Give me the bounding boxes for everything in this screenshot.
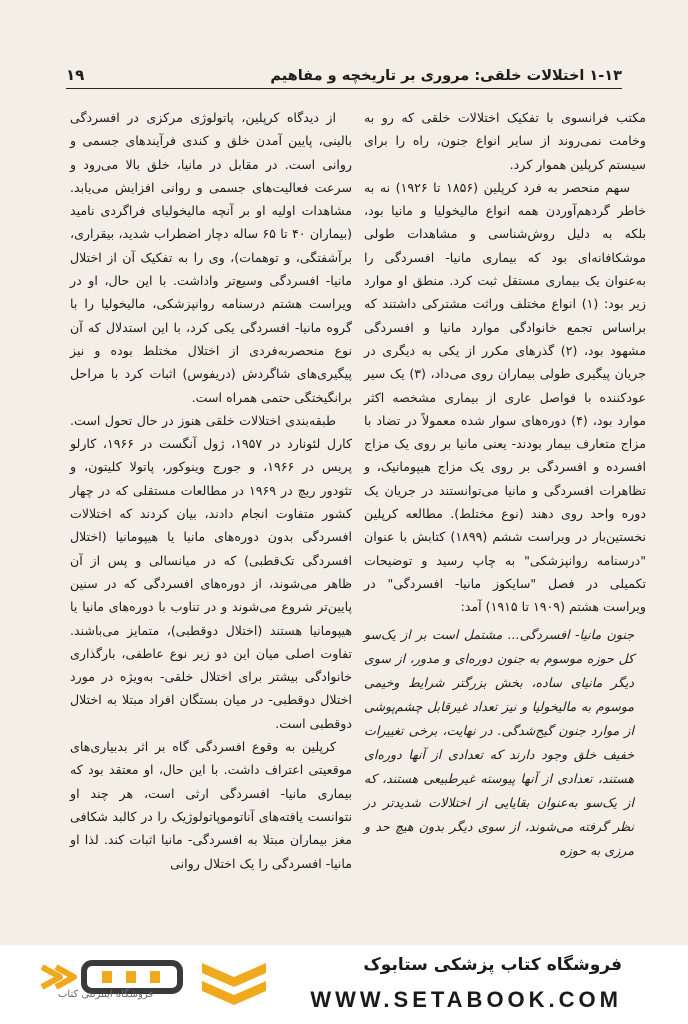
paragraph: طبقه‌بندی اختلالات خلقی هنوز در حال تحول است. کارل لئونارد در ۱۹۵۷، ژول آنگست در ۱۹۶۶، کارلو پریس در ۱۹۶۶، و جورج وینوکور، پاتولا کلیتون، و تئودور ریچ در ۱۹۶۹ در مطالعات مستقلی که در چهار کشور متفاوت انجام دادند، بیان کردند که اختلالات افسردگی بدون دوره‌های مانیا یا هیپومانیا (اختلال افسردگی تک‌قطبی) که در میانسالی و پس از آن ظاهر می‌شوند، از دوره‌های افسردگی که در سنین پایین‌تر شروع می‌شوند و در تناوب با دوره‌های مانیا یا هیپومانیا هستند (اختلال دوقطبی)، متمایز می‌باشند. تفاوت اصلی میان این دو زیر نوع عاطفی، بارگذاری خانوادگی بیشتر برای اختلال خلقی- به‌ویژه در مورد اختلال دوقطبی- در میان بستگان افراد مبتلا به اختلال دوقطبی است. (70, 412, 352, 731)
logo-tagline: فروشگاه اینترنتی کتاب (58, 989, 154, 1000)
paragraph: کرپلین به وقوع افسردگی گاه بر اثر بدبیاری‌های موقعیتی اعتراف داشت. با این حال، او معتقد بود که بیماری مانیا- افسردگی ارثی است، هر چند او نتوانست یافته‌های آناتومو‌پاتولوژیک را در کالبد شکافی مغز بیماران مبتلا به افسردگی- مانیا اثبات کند. لذا او مانیا- افسردگی را یک اختلال روانی (70, 739, 352, 871)
running-header (66, 62, 622, 89)
block-quote: جنون مانیا- افسردگی... مشتمل است بر از یک‌سو کل حوزه موسوم به جنون دوره‌ای و مدور، از سوی دیگر مانیای ساده، بخش بزرگتر شرایط وخیمی موسوم به مالیخولیا و نیز تعداد غیرقابل چشم‌پوشی از موارد جنون گیج‌شدگی. در نهایت، برخی تغییرات خفیف خلق وجود دارند که تعدادی از آنها دوره‌ای هستند، تعدادی از آنها پیوسته غیرطبیعی هستند، که از یک‌سو به‌عنوان بقایایی از اختلالات شدیدتر در نظر گرفته می‌شوند، از سوی دیگر بدون هیچ حد و مرزی به حوزه (364, 626, 634, 858)
paragraph: مکتب فرانسوی با تفکیک اختلالات خلقی که رو به وخامت نمی‌روند از سایر انواع جنون، راه را برای سیستم کرپلین هموار کرد. (364, 110, 646, 172)
page-number: ۱۹ (66, 66, 85, 84)
right-column (364, 106, 646, 863)
store-footer (0, 945, 688, 1024)
paragraph: سهم منحصر به فرد کرپلین (۱۸۵۶ تا ۱۹۲۶) نه به خاطر گردهم‌آوردن همه انواع مالیخولیا و مانیا بود، بلکه به دلیل روش‌شناسی و مشاهدات طولی موشکافانه‌ای بود که بیماری مانیا- افسردگی را به‌عنوان یک بیماری مستقل ثبت کرد. منطق او موارد زیر بود: (۱) انواع مختلف وراثت مشترکی داشتند که براساس تجمع خانوادگی موارد مانیا و افسردگی مشهود بود، (۲) گذرهای مکرر از یکی به دیگری در جریان پیگیری طولی بیماران روی می‌داد، (۳) یک سیر عودکننده با فواصل عاری از بیماری مشخصه اکثر موارد بود، (۴) دوره‌های سوار شده معمولاً در تضاد با مزاج متعارف بیمار بودند- یعنی مانیا بر روی یک مزاج افسرده و افسردگی بر روی یک مزاج هیپومانیک، و تظاهرات افسردگی و مانیا می‌توانستند در جریان یک دوره واحد روی دهند (نوع مختلط). مطالعه کرپلین نخستین‌بار در ویراست ششم (۱۸۹۹) کتابش با عنوان "درسنامه روانپزشکی" به چاپ رسید و توضیحات تکمیلی در فصل "سایکوز مانیا- افسردگی" در ویراست هشتم (۱۹۰۹ تا ۱۹۱۵) آمد: (364, 179, 647, 615)
chapter-title: ۱-۱۳ اختلالات خلقی: مروری بر تاریخچه و مفاهیم (270, 68, 622, 84)
left-column (70, 106, 352, 875)
setabook-logo-icon (34, 955, 290, 1015)
store-url[interactable]: WWW.SETABOOK.COM (310, 987, 622, 1012)
paragraph: از دیدگاه کرپلین، پاتولوژی مرکزی در افسردگی بالینی، پایین آمدن خلق و کندی فرآیندهای جسمی و روانی است. در مقابل در مانیا، خلق بالا می‌رود و سرعت فعالیت‌های جسمی و روانی افزایش می‌یابد. مشاهدات اولیه او بر آنچه مالیخولیای فراگردی نامید (بیماران ۴۰ تا ۶۵ ساله دچار اضطراب شدید، بیقراری، برآشفتگی، و توهمات)، وی را به تفکیک آن از اختلال مانیا- افسردگی وسیع‌تر واداشت. با این حال، او در ویراست هشتم درسنامه روانپزشکی، مالیخولیا را با گروه مانیا- افسردگی یکی کرد، با این استدلال که آن نوع منحصربه‌فردی از اختلال مختلط بوده و نیز پیگیری‌های شاگردش (دریفوس) اثبات کرد با مراحل برانگیختگی حتمی همراه است. (70, 110, 353, 405)
store-name: فروشگاه کتاب پزشکی ستابوک (363, 955, 622, 975)
